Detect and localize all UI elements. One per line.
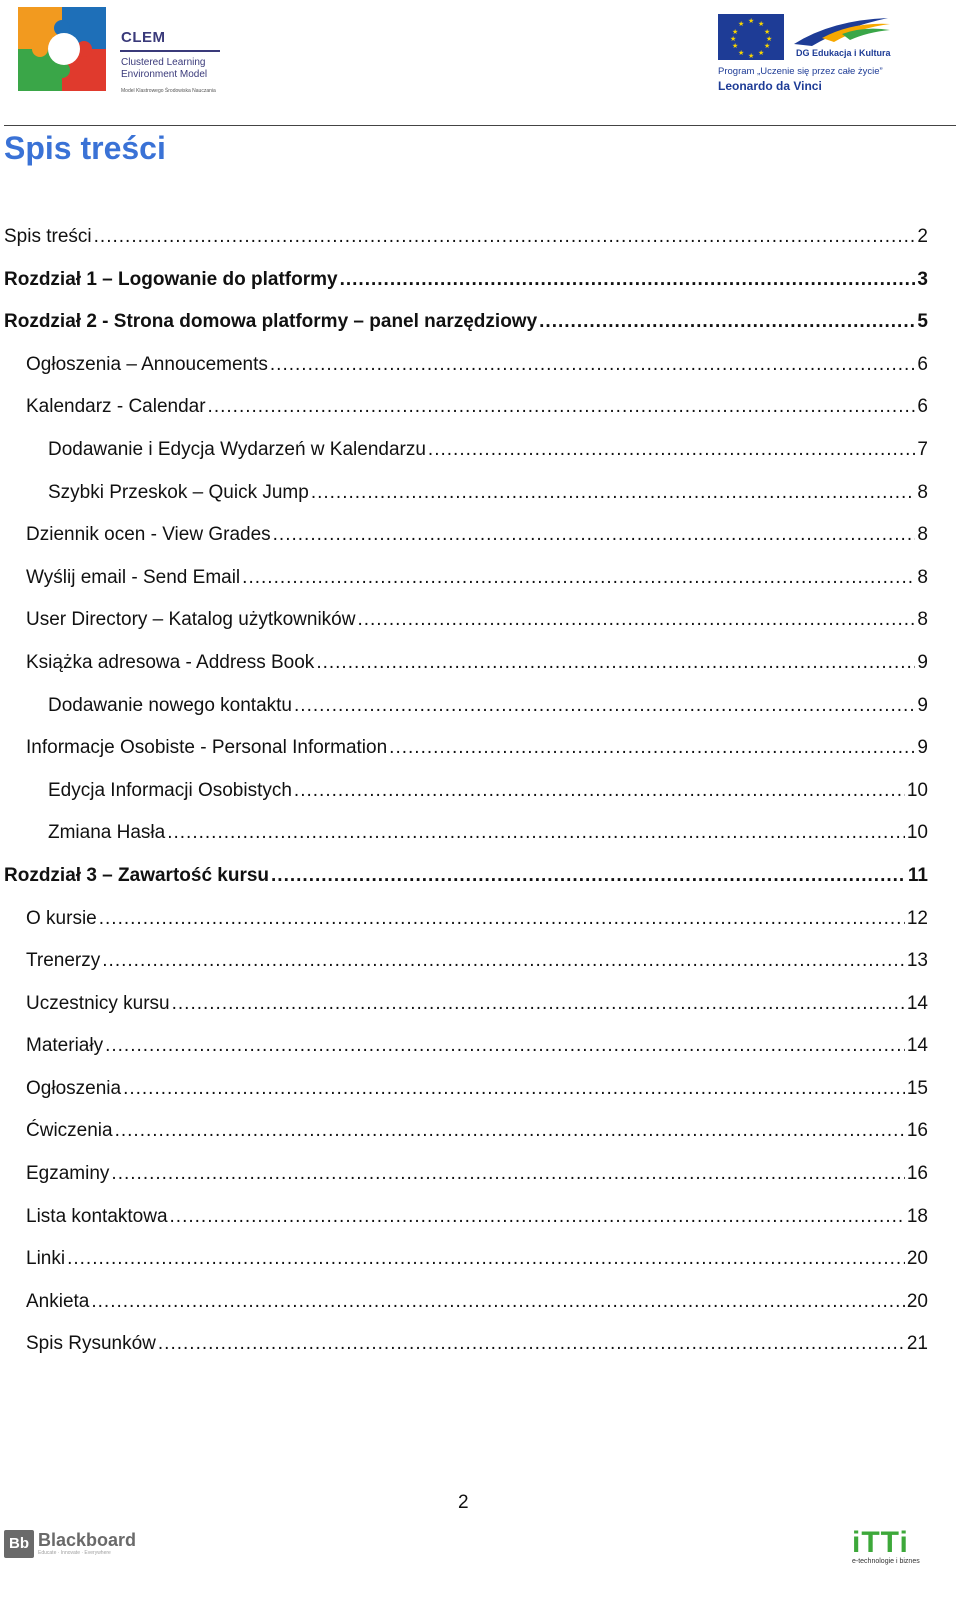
toc-entry[interactable]: [4, 514, 928, 557]
toc-entry[interactable]: [4, 1323, 928, 1366]
toc-entry-text: Ankieta: [26, 1290, 90, 1312]
toc-entry[interactable]: [4, 812, 928, 855]
clem-logo-subtitle-line1: Clustered Learning: [121, 57, 206, 68]
toc-entry-leader: [170, 1196, 905, 1239]
toc-entry[interactable]: [4, 1068, 928, 1111]
toc-entry-page: 18: [906, 1205, 928, 1227]
toc-entry-page: 8: [917, 524, 928, 546]
toc-entry[interactable]: [4, 898, 928, 941]
toc-entry-text: O kursie: [26, 907, 97, 929]
toc-entry[interactable]: [4, 1110, 928, 1153]
toc-entry-text: Ogłoszenia: [26, 1077, 122, 1099]
toc-entry[interactable]: [4, 685, 928, 728]
toc-entry-page: 10: [906, 822, 928, 844]
leonardo-da-vinci-text: Leonardo da Vinci: [718, 79, 822, 93]
toc-entry-text: Rozdział 2 - Strona domowa platformy – panel narzędziowy: [4, 311, 538, 333]
clem-logo: [16, 5, 224, 95]
toc-entry-text: Dodawanie nowego kontaktu: [48, 694, 293, 716]
itti-tagline: e-technologie i biznes: [852, 1558, 920, 1565]
blackboard-name: Blackboard: [38, 1530, 137, 1550]
toc-entry[interactable]: [4, 642, 928, 685]
page-number: 2: [458, 1492, 469, 1513]
toc-entry-text: Zmiana Hasła: [48, 822, 166, 844]
toc-entry-page: 13: [906, 950, 928, 972]
toc-entry-page: 20: [906, 1248, 928, 1270]
toc-entry-page: 7: [917, 438, 928, 460]
toc-entry-text: Trenerzy: [26, 950, 101, 972]
toc-entry[interactable]: [4, 1025, 928, 1068]
toc-entry-page: 21: [906, 1333, 928, 1355]
toc-entry-page: 9: [917, 737, 928, 759]
toc-entry-page: 2: [917, 226, 928, 247]
toc-entry[interactable]: [4, 855, 928, 898]
toc-entry-text: User Directory – Katalog użytkowników: [26, 609, 356, 631]
toc-entry-text: Dodawanie i Edycja Wydarzeń w Kalendarzu: [48, 438, 426, 460]
puzzle-icon: [16, 5, 112, 93]
toc-entry-leader: [273, 514, 916, 557]
toc-entry[interactable]: [4, 727, 928, 770]
page-header: [0, 0, 960, 128]
table-of-contents: [4, 216, 928, 1366]
toc-entry-page: 6: [917, 353, 928, 375]
blackboard-mark-icon: Bb: [4, 1530, 34, 1558]
program-text: Program „Uczenie się przez całe życie”: [718, 66, 883, 77]
toc-entry-text: Spis Rysunków: [26, 1333, 156, 1355]
toc-entry-leader: [316, 642, 915, 685]
toc-entry-leader: [270, 344, 916, 387]
itti-name: iTTi: [852, 1526, 909, 1559]
toc-entry[interactable]: [4, 344, 928, 387]
toc-entry-text: Dziennik ocen - View Grades: [26, 524, 271, 546]
toc-entry-page: 12: [906, 907, 928, 929]
toc-entry-leader: [242, 557, 915, 600]
toc-entry-leader: [123, 1068, 905, 1111]
toc-entry-text: Spis treści: [4, 226, 92, 247]
toc-entry-leader: [172, 983, 905, 1026]
toc-entry-leader: [428, 429, 916, 472]
toc-entry-page: 6: [917, 396, 928, 418]
blackboard-tagline: Educate · Innovate · Everywhere: [38, 1550, 111, 1556]
toc-entry-leader: [158, 1323, 905, 1366]
toc-entry-page: 5: [917, 311, 928, 333]
clem-logo-tagline: Model Klastrowego Środowiska Nauczania: [121, 88, 216, 94]
toc-entry-text: Szybki Przeskok – Quick Jump: [48, 481, 309, 503]
toc-entry-text: Ogłoszenia – Annoucements: [26, 353, 268, 375]
toc-entry[interactable]: [4, 770, 928, 813]
toc-entry-leader: [99, 898, 905, 941]
clem-logo-divider: [120, 50, 220, 52]
toc-entry-leader: [389, 727, 915, 770]
toc-entry-leader: [94, 216, 916, 259]
toc-entry-text: Ćwiczenia: [26, 1120, 113, 1142]
toc-entry-page: 14: [906, 992, 928, 1014]
toc-entry-leader: [111, 1153, 904, 1196]
toc-entry-text: Egzaminy: [26, 1163, 110, 1185]
toc-entry[interactable]: [4, 472, 928, 515]
toc-entry[interactable]: [4, 983, 928, 1026]
toc-entry-text: Książka adresowa - Address Book: [26, 651, 315, 673]
toc-entry-page: 15: [906, 1077, 928, 1099]
toc-entry-leader: [357, 599, 915, 642]
toc-entry-text: Kalendarz - Calendar: [26, 396, 206, 418]
toc-entry-page: 14: [906, 1035, 928, 1057]
toc-entry-page: 10: [906, 779, 928, 801]
toc-entry-leader: [340, 259, 916, 302]
toc-entry-text: Linki: [26, 1248, 66, 1270]
toc-entry-text: Lista kontaktowa: [26, 1205, 168, 1227]
toc-entry-text: Edycja Informacji Osobistych: [48, 779, 292, 801]
toc-entry-leader: [311, 472, 916, 515]
toc-entry-page: 8: [917, 481, 928, 503]
toc-entry-text: Informacje Osobiste - Personal Information: [26, 737, 388, 759]
toc-entry-page: 9: [917, 651, 928, 673]
toc-entry[interactable]: [4, 259, 928, 302]
toc-entry-leader: [102, 940, 905, 983]
toc-entry-leader: [294, 685, 915, 728]
toc-entry[interactable]: [4, 1153, 928, 1196]
header-divider: [4, 125, 956, 126]
toc-entry-text: Rozdział 3 – Zawartość kursu: [4, 864, 270, 886]
dg-education-text: DG Edukacja i Kultura: [796, 48, 891, 58]
toc-entry-page: 16: [906, 1163, 928, 1185]
toc-entry[interactable]: [4, 301, 928, 344]
toc-entry-text: Uczestnicy kursu: [26, 992, 170, 1014]
toc-entry-leader: [208, 386, 916, 429]
toc-entry[interactable]: [4, 386, 928, 429]
toc-entry[interactable]: [4, 429, 928, 472]
toc-entry-leader: [91, 1281, 904, 1324]
lifelong-learning-swoosh-icon: [792, 14, 892, 48]
toc-entry-page: 8: [917, 609, 928, 631]
toc-entry[interactable]: [4, 557, 928, 600]
toc-entry-page: 3: [917, 268, 928, 290]
toc-entry-leader: [167, 812, 905, 855]
toc-entry-text: Rozdział 1 – Logowanie do platformy: [4, 268, 338, 290]
toc-entry-text: Wyślij email - Send Email: [26, 566, 241, 588]
toc-entry-leader: [67, 1238, 905, 1281]
toc-entry-page: 16: [906, 1120, 928, 1142]
clem-logo-name: CLEM: [121, 29, 166, 46]
toc-entry[interactable]: [4, 216, 928, 259]
toc-entry-leader: [539, 301, 915, 344]
page-title: Spis treści: [4, 130, 166, 166]
toc-entry-page: 20: [906, 1290, 928, 1312]
toc-entry-leader: [115, 1110, 905, 1153]
itti-logo: [852, 1528, 928, 1568]
blackboard-logo: [4, 1528, 137, 1560]
toc-entry-leader: [294, 770, 905, 813]
clem-logo-subtitle-line2: Environment Model: [121, 69, 208, 80]
clem-logo-subtitle: [121, 57, 207, 81]
toc-entry-page: 9: [917, 694, 928, 716]
toc-entry[interactable]: [4, 940, 928, 983]
toc-entry-page: 8: [917, 566, 928, 588]
toc-entry-leader: [271, 855, 906, 898]
eu-leonardo-logo: [718, 10, 898, 100]
eu-flag-icon: ★ ★ ★ ★ ★ ★ ★ ★ ★ ★ ★ ★: [718, 14, 784, 60]
toc-entry[interactable]: [4, 599, 928, 642]
toc-entry[interactable]: [4, 1196, 928, 1239]
toc-entry-leader: [105, 1025, 905, 1068]
toc-entry-text: Materiały: [26, 1035, 104, 1057]
toc-entry-page: 11: [907, 864, 928, 886]
toc-entry[interactable]: [4, 1281, 928, 1324]
toc-entry[interactable]: [4, 1238, 928, 1281]
